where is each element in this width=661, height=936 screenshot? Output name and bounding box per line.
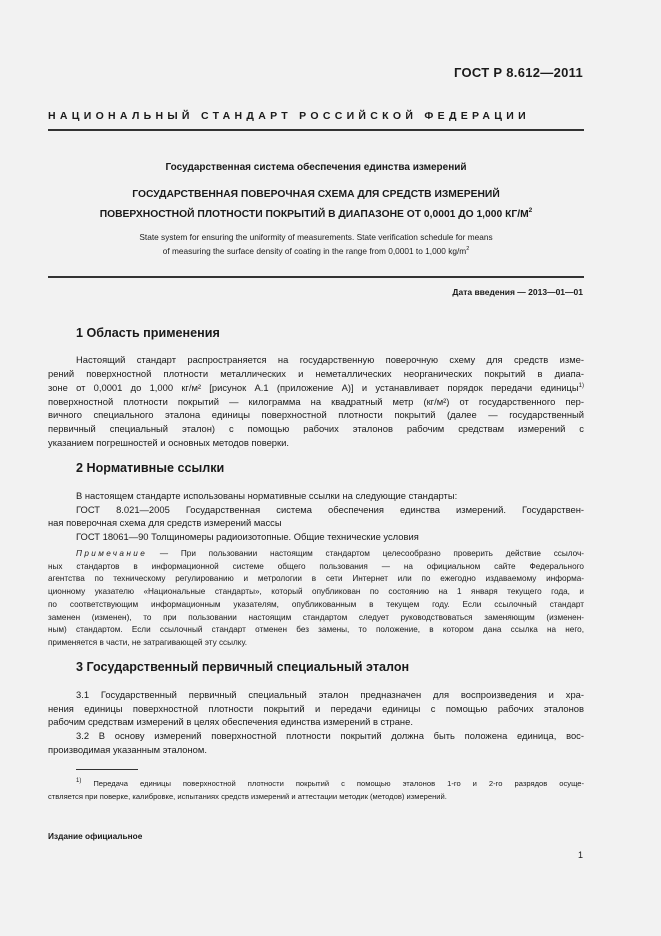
section-3-line: нения единицы поверхностной плотности покрытий и передачи единицы с помощью рабочих эталонов: [48, 702, 584, 714]
section-1-line: рений поверхностной плотности металлических и неметаллических неорганических покрытий в диапа-: [48, 367, 584, 379]
note-line: агентства по техническому регулированию и метрологии в сети Интернет или по ежегодно издаваемому информа-: [48, 574, 584, 584]
main-title: [48, 187, 584, 223]
note-line: применяется в части, не затрагивающей эту ссылку.: [48, 637, 248, 647]
section-1-line: поверхностной плотности покрытий — килограмма на квадратный метр (кг/м²) от государственного пер-: [48, 395, 584, 407]
footnote-mark: 1): [76, 778, 82, 784]
section-2-references: [48, 489, 584, 543]
note-label: Примечание: [76, 549, 148, 558]
note-line: [48, 548, 584, 561]
section-2-intro: В настоящем стандарте использованы нормативные ссылки на следующие стандарты:: [76, 490, 458, 501]
english-title: [48, 231, 584, 257]
footnote-line: ствляется при поверке, калибровке, испытаниях средств измерений и аттестации методик (методов) измерений.: [48, 792, 447, 801]
footnote-line: [48, 775, 584, 790]
section-1-paragraph: [48, 353, 584, 449]
english-title-sup: 2: [466, 246, 470, 252]
official-edition-label: Издание официальное: [48, 831, 143, 841]
section-1-line: указанием погрешностей и основных методов поверки.: [48, 436, 289, 448]
note-line: заменен (изменен), то при пользовании настоящим стандартом следует руководствоваться заменяющим (изменен-: [48, 612, 584, 622]
section-2-note: [48, 548, 584, 650]
section-3-heading: 3 Государственный первичный специальный эталон: [76, 660, 410, 674]
footnote-rule: [76, 769, 138, 770]
section-3-paragraph-1: [48, 688, 584, 729]
system-title: Государственная система обеспечения единства измерений: [165, 162, 467, 173]
main-title-line-2-text: ПОВЕРХНОСТНОЙ ПЛОТНОСТИ ПОКРЫТИЙ В ДИАПАЗОНЕ ОТ 0,0001 ДО 1,000 КГ/М: [99, 209, 529, 220]
footnote-line-text: Передача единицы поверхностной плотности покрытий с помощью эталонов 1-го и 2-го разрядов осуще-: [81, 779, 584, 788]
note-line: ционному указателю «Национальные стандарты», который опубликован по состоянию на 1 января текущего года, и: [48, 587, 584, 597]
introduction-date: Дата введения — 2013—01—01: [452, 287, 583, 297]
note-line: по соответствующим информационным указателям, опубликованным в текущем году. Если ссылочный стандарт: [48, 599, 584, 609]
section-1-heading: 1 Область применения: [76, 326, 220, 340]
national-standard-heading: НАЦИОНАЛЬНЫЙ СТАНДАРТ РОССИЙСКОЙ ФЕДЕРАЦИИ: [48, 110, 530, 122]
section-3-line: 3.2 В основу измерений поверхностной плотности покрытий должна быть положена единица, вос-: [76, 730, 584, 741]
section-2-heading: 2 Нормативные ссылки: [76, 461, 225, 475]
section-1-line: Настоящий стандарт распространяется на государственную поверочную схему для средств изме-: [76, 354, 584, 365]
section-3-line: рабочим средствам измерений в целях обеспечения единства измерений в стране.: [48, 716, 413, 728]
middle-rule: [48, 276, 584, 278]
footnote: [48, 775, 584, 803]
note-line: ным) стандартом. Если ссылочный стандарт отменен без замены, то положение, в котором дана ссылка на него,: [48, 625, 584, 635]
reference-gost-8-021-cont: ная поверочная схема для средств измерений массы: [48, 517, 282, 529]
doc-number: ГОСТ Р 8.612—2011: [453, 65, 583, 80]
english-title-line-2: [48, 243, 584, 257]
section-1-line-text: зоне от 0,0001 до 1,000 кг/м² [рисунок А.1 (приложение А)] и устанавливает порядок передачи единицы: [48, 382, 579, 394]
top-rule: [48, 129, 584, 131]
main-title-sup: 2: [528, 207, 533, 214]
footnote-reference: 1): [578, 383, 584, 390]
section-3-paragraph-2: [48, 729, 584, 756]
reference-gost-18061: ГОСТ 18061—90 Толщиномеры радиоизотопные. Общие технические условия: [76, 530, 419, 542]
section-1-line: первичный специальный эталон) с помощью рабочих эталонов рабочим средствам измерений с: [48, 422, 584, 434]
main-title-line-1: ГОСУДАРСТВЕННАЯ ПОВЕРОЧНАЯ СХЕМА ДЛЯ СРЕДСТВ ИЗМЕРЕНИЙ: [132, 189, 500, 200]
section-1-line: вичного специального эталона единицы поверхностной плотности покрытий (далее — государственный: [48, 409, 584, 421]
english-title-line-1: State system for ensuring the uniformity of measurements. State verification schedule for means: [139, 232, 493, 242]
main-title-line-2: [48, 203, 584, 223]
reference-gost-8-021: ГОСТ 8.021—2005 Государственная система обеспечения единства измерений. Государствен-: [76, 503, 584, 515]
note-line: ных стандартов в информационной системе общего пользования — на официальном сайте Федерального: [48, 561, 584, 571]
english-title-line-2-text: of measuring the surface density of coating in the range from 0,0001 to 1,000 kg/m: [162, 246, 467, 256]
page-number: 1: [577, 850, 583, 860]
note-line-text: — При пользовании настоящим стандартом целесообразно проверить действие ссылоч-: [147, 549, 584, 558]
section-3-line: производимая указанным эталоном.: [48, 743, 207, 755]
section-1-line: [48, 380, 584, 395]
section-3-line: 3.1 Государственный первичный специальный эталон предназначен для воспроизведения и хра-: [76, 689, 584, 700]
